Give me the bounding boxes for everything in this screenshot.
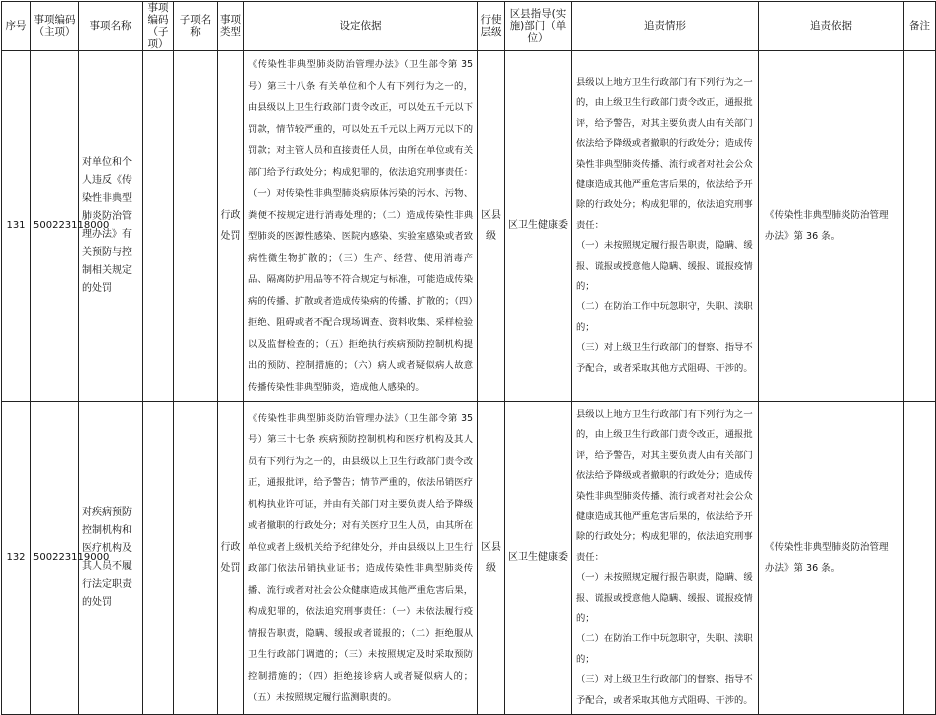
col-sub-code: 事项编码（子项） <box>143 2 174 51</box>
cell-name: 对单位和个人违反《传染性非典型肺炎防治管理办法》有关预防与控制相关规定的处罚 <box>79 51 143 402</box>
cell-sub-code <box>143 51 174 402</box>
responsibility-table <box>1 1 936 715</box>
resp-paragraph: （一）未按照规定履行报告职责，隐瞒、缓报、谎报或授意他人隐瞒、缓报、谎报疫情的； <box>576 572 753 625</box>
col-sub-name: 子项名称 <box>174 2 218 51</box>
resp-paragraph: （三）对上级卫生行政部门的督察、指导不予配合，或者采取其他方式阻碍、干涉的。 <box>576 342 753 374</box>
cell-sub-name <box>174 51 218 402</box>
cell-type: 行政处罚 <box>218 51 244 402</box>
cell-level: 区县级 <box>478 51 505 402</box>
resp-paragraph: （二）在防治工作中玩忽职守，失职、渎职的； <box>576 633 753 665</box>
cell-type: 行政处罚 <box>218 402 244 715</box>
cell-dept: 区卫生健康委 <box>505 51 572 402</box>
resp-paragraph: 县级以上地方卫生行政部门有下列行为之一的，由上级卫生行政部门责令改正，通报批评，给予警告，对其主要负责人由有关部门依法给予降级或者撤职的行政处分；造成传染性非典型肺炎传播、流行或者对社会公众健康造成其他严重危害后果的，依法给予开除的行政处分；构成犯罪的，依法追究刑事责任： <box>576 409 753 563</box>
cell-note <box>904 402 936 715</box>
resp-paragraph: （三）对上级卫生行政部门的督察、指导不予配合，或者采取其他方式阻碍、干涉的。 <box>576 674 753 706</box>
cell-code: 500223119000 <box>31 402 79 715</box>
cell-basis: 《传染性非典型肺炎防治管理办法》（卫生部令第 35 号）第三十七条 疾病预防控制机构和医疗机构及其人员有下列行为之一的，由县级以上卫生行政部门责令改正，通报批评，给予警告；情节严重的，依法吊销医疗机构执业许可证，并由有关部门对主要负责人给予降级或者撤职的行政处分；对有关医疗卫生人员，由其所在单位或者上级机关给予纪律处分，并由县级以上卫生行政部门依法吊销执业证书；造成传染性非典型肺炎传播、流行或者对社会公众健康造成其他严重危害后果，构成犯罪的，依法追究刑事责任：（一）未依法履行疫情报告职责，隐瞒、缓报或者谎报的；（二）拒绝服从卫生行政部门调遣的；（三）未按照规定及时采取预防控制措施的；（四）拒绝接诊病人或者疑似病人的；（五）未按照规定履行监测职责的。 <box>244 402 478 715</box>
resp-paragraph: （一）未按照规定履行报告职责，隐瞒、缓报、谎报或授意他人隐瞒、缓报、谎报疫情的； <box>576 240 753 293</box>
table-row <box>2 402 936 715</box>
cell-sub-name <box>174 402 218 715</box>
table-header-row <box>2 2 936 51</box>
cell-resp-basis: 《传染性非典型肺炎防治管理办法》第 36 条。 <box>759 51 904 402</box>
cell-resp-basis: 《传染性非典型肺炎防治管理办法》第 36 条。 <box>759 402 904 715</box>
col-seq: 序号 <box>2 2 31 51</box>
col-name: 事项名称 <box>79 2 143 51</box>
cell-sub-code <box>143 402 174 715</box>
cell-name: 对疾病预防控制机构和医疗机构及其人员不履行法定职责的处罚 <box>79 402 143 715</box>
resp-paragraph: （二）在防治工作中玩忽职守，失职、渎职的； <box>576 301 753 333</box>
col-type: 事项类型 <box>218 2 244 51</box>
cell-level: 区县级 <box>478 402 505 715</box>
col-level: 行使层级 <box>478 2 505 51</box>
cell-dept: 区卫生健康委 <box>505 402 572 715</box>
resp-paragraph: 县级以上地方卫生行政部门有下列行为之一的，由上级卫生行政部门责令改正，通报批评，给予警告，对其主要负责人由有关部门依法给予降级或者撤职的行政处分；造成传染性非典型肺炎传播、流行或者对社会公众健康造成其他严重危害后果的，依法给予开除的行政处分；构成犯罪的，依法追究刑事责任： <box>576 76 753 231</box>
col-code: 事项编码（主项） <box>31 2 79 51</box>
cell-seq: 132 <box>2 402 31 715</box>
cell-resp <box>572 402 759 715</box>
col-dept: 区县指导(实施)部门（单位） <box>505 2 572 51</box>
col-resp: 追责情形 <box>572 2 759 51</box>
cell-basis: 《传染性非典型肺炎防治管理办法》（卫生部令第 35 号）第三十八条 有关单位和个人有下列行为之一的，由县级以上卫生行政部门责令改正，可以处五千元以下罚款，情节较严重的，可以处五千元以上两万元以下的罚款；对主管人员和直接责任人员，由所在单位或有关部门给予行政处分；构成犯罪的，依法追究刑事责任：（一）对传染性非典型肺炎病原体污染的污水、污物、粪便不按规定进行消毒处理的；（二）造成传染性非典型肺炎的医源性感染、医院内感染、实验室感染或者致病性微生物扩散的；（三）生产、经营、使用消毒产品、隔离防护用品等不符合规定与标准，可能造成传染病的传播、扩散或者造成传染病的传播、扩散的；（四）拒绝、阻碍或者不配合现场调查、资料收集、采样检验以及监督检查的；（五）拒绝执行疾病预防控制机构提出的预防、控制措施的；（六）病人或者疑似病人故意传播传染性非典型肺炎，造成他人感染的。 <box>244 51 478 402</box>
table-row <box>2 51 936 402</box>
col-note: 备注 <box>904 2 936 51</box>
cell-seq: 131 <box>2 51 31 402</box>
cell-code: 500223118000 <box>31 51 79 402</box>
col-resp-basis: 追责依据 <box>759 2 904 51</box>
cell-note <box>904 51 936 402</box>
cell-resp <box>572 51 759 402</box>
col-basis: 设定依据 <box>244 2 478 51</box>
